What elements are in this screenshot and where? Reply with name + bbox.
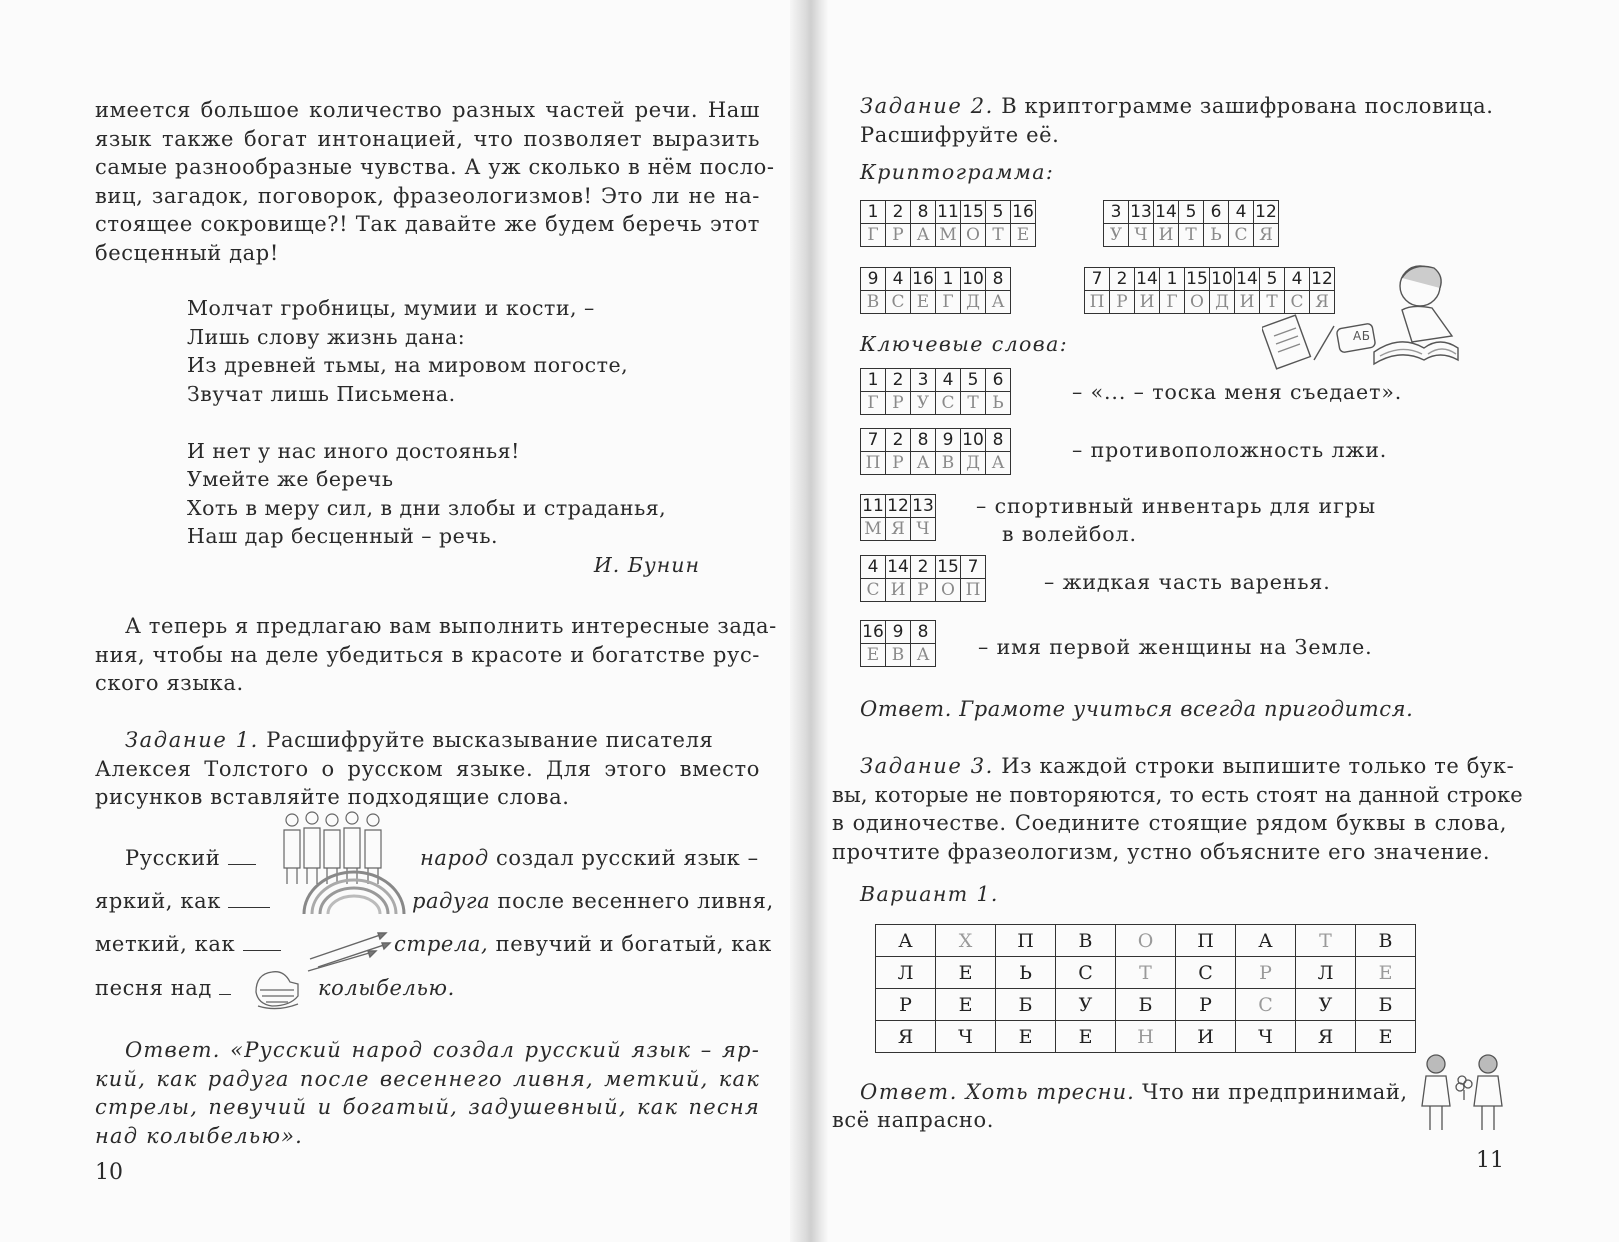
cipher-number-cell: 8 xyxy=(986,268,1011,291)
cipher-number-cell: 12 xyxy=(1255,202,1277,222)
rebus-line-1a xyxy=(125,846,256,870)
cipher-number-cell: 14 xyxy=(1236,269,1258,289)
cryptogram-word-2 xyxy=(1103,200,1279,247)
task1-paragraph xyxy=(95,726,760,812)
rebus-text: Русский xyxy=(125,846,221,870)
task2-answer: Ответ. Грамоте учиться всегда пригодится. xyxy=(860,697,1414,721)
cipher-number-cell: 6 xyxy=(1204,201,1229,224)
poem-line: Звучат лишь Письмена. xyxy=(187,381,456,406)
answer-line: над колыбелью». xyxy=(95,1123,304,1148)
cipher-number-cell: 12 xyxy=(887,496,909,516)
cipher-letter-cell: А xyxy=(911,224,936,247)
letter-cell: Я xyxy=(1296,1021,1356,1053)
keyword-grid-4 xyxy=(860,555,986,602)
cipher-letter-cell: С xyxy=(1285,291,1310,314)
poem-line: Хоть в меру сил, в дни злобы и страданья, xyxy=(187,495,667,520)
cipher-number-cell: 14 xyxy=(887,557,909,577)
letter-cell: Б xyxy=(1116,989,1176,1021)
task3-paragraph xyxy=(832,752,1523,866)
girls-illustration xyxy=(1414,1052,1510,1134)
letter-cell: С xyxy=(1236,989,1296,1021)
rebus-blank xyxy=(243,950,281,951)
intro-paragraph xyxy=(95,96,775,267)
intro-line: язык также богат интонацией, что позволяет выразить xyxy=(95,126,760,151)
offer-line: А теперь я предлагаю вам выполнить интересные зада- xyxy=(125,614,777,638)
task1-line: рисунков вставляйте подходящие слова. xyxy=(95,785,570,809)
poem-author: И. Бунин xyxy=(593,553,700,577)
cipher-number-cell: 5 xyxy=(1260,268,1285,291)
cipher-number-cell: 13 xyxy=(912,496,934,516)
cipher-letter-cell: Р xyxy=(886,452,911,475)
letter-cell: Б xyxy=(1356,989,1416,1021)
cipher-letter-cell: Е xyxy=(911,291,936,314)
task3-line: Из каждой строки выпишите только те бук- xyxy=(993,754,1515,778)
cipher-number-cell: 8 xyxy=(986,429,1011,452)
cipher-letter-cell: И xyxy=(886,579,911,602)
rebus-word: колыбелью. xyxy=(318,976,455,1000)
cipher-number-cell: 2 xyxy=(1110,268,1135,291)
letter-cell: Л xyxy=(876,957,936,989)
letter-cell: Е xyxy=(936,989,996,1021)
offer-line: ния, чтобы на деле убедиться в красоте и богатстве рус- xyxy=(95,642,760,667)
keyword-desc-3 xyxy=(976,492,1376,548)
poem xyxy=(187,294,666,551)
cipher-number-cell: 8 xyxy=(911,201,936,224)
task3-label: Задание 3. xyxy=(860,754,994,778)
cipher-letter-cell: П xyxy=(1085,291,1110,314)
poem-line xyxy=(187,408,666,437)
rebus-line-2a xyxy=(95,889,270,913)
task3-answer-line2: всё напрасно. xyxy=(832,1108,995,1132)
ab-badge-text: АБ xyxy=(1353,329,1371,343)
cipher-letter-cell: В xyxy=(936,452,961,475)
cipher-letter-cell: Е xyxy=(1011,224,1036,247)
cipher-number-cell: 8 xyxy=(911,429,936,452)
task3-answer-text: Что ни предпринимай, xyxy=(1134,1080,1408,1104)
task1-line: Алексея Толстого о русском языке. Для этого вместо xyxy=(95,756,760,781)
variant-label: Вариант 1. xyxy=(860,882,999,906)
letter-cell: Р xyxy=(1236,957,1296,989)
cipher-letter-cell: С xyxy=(936,392,961,415)
cipher-letter-cell: Г xyxy=(861,392,886,415)
poem-line: Лишь слову жизнь дана: xyxy=(187,324,466,349)
boy-reading-illustration xyxy=(1262,256,1462,374)
cipher-number-cell: 1 xyxy=(936,268,961,291)
rebus-text: меткий, как xyxy=(95,932,236,956)
intro-line: бесценный дар! xyxy=(95,240,279,265)
cipher-number-cell: 15 xyxy=(937,557,959,577)
cipher-letter-cell: Я xyxy=(1254,224,1279,247)
letter-cell: П xyxy=(996,925,1056,957)
cryptogram-word-3 xyxy=(860,267,1011,314)
keyword-grid-2 xyxy=(860,428,1011,475)
cipher-number-cell: 1 xyxy=(861,369,886,392)
rebus-blank xyxy=(219,994,231,995)
cipher-letter-cell: Р xyxy=(886,224,911,247)
task3-line: прочтите фразеологизм, устно объясните его значение. xyxy=(832,839,1491,864)
cipher-number-cell: 1 xyxy=(861,201,886,224)
rebus-text: после весеннего ливня, xyxy=(497,889,774,913)
offer-line: ского языка. xyxy=(95,671,244,695)
rebus-line-1b xyxy=(420,846,759,870)
task2-label: Задание 2. xyxy=(860,94,994,118)
keyword-desc-line: – спортивный инвентарь для игры xyxy=(976,494,1376,518)
rebus-line-3b xyxy=(394,932,772,956)
cipher-number-cell: 5 xyxy=(986,201,1011,224)
letter-table-row xyxy=(876,925,1416,957)
letter-cell: Ч xyxy=(1236,1021,1296,1053)
rebus-line-2b xyxy=(412,889,774,913)
cipher-number-cell: 4 xyxy=(861,556,886,579)
cipher-number-cell: 8 xyxy=(911,621,936,644)
cipher-letter-cell: М xyxy=(861,518,886,541)
task3-answer-idiom: Хоть тресни. xyxy=(957,1080,1135,1104)
cipher-number-cell: 6 xyxy=(986,369,1011,392)
rebus-word: радуга xyxy=(412,889,491,913)
cipher-number-cell: 4 xyxy=(936,369,961,392)
keyword-desc-1 xyxy=(1072,378,1402,406)
letter-cell: Л xyxy=(1296,957,1356,989)
cipher-number-cell: 11 xyxy=(862,496,884,516)
rainbow-illustration xyxy=(298,866,410,916)
letter-cell: Ч xyxy=(936,1021,996,1053)
cipher-letter-cell: У xyxy=(1104,224,1129,247)
cipher-number-cell: 15 xyxy=(1186,269,1208,289)
cipher-number-cell: 7 xyxy=(961,556,986,579)
rebus-line-3a xyxy=(95,932,281,956)
cipher-letter-cell: О xyxy=(1185,291,1210,314)
keyword-desc-line: – жидкая часть варенья. xyxy=(1044,570,1331,594)
cipher-number-cell: 4 xyxy=(886,268,911,291)
letter-cell: В xyxy=(1056,925,1116,957)
cipher-number-cell: 10 xyxy=(962,430,984,450)
answer-line: «Русский народ создал русский язык – яр- xyxy=(230,1038,760,1062)
keyword-desc-line: – противоположность лжи. xyxy=(1072,438,1388,462)
cipher-letter-cell: Р xyxy=(911,579,936,602)
keyword-desc-line: в волейбол. xyxy=(1002,522,1137,546)
intro-line: виц, загадок, поговорок, фразеологизмов! Это ли не на- xyxy=(95,183,760,208)
keywords-label: Ключевые слова: xyxy=(860,332,1069,356)
answer-line: кий, как радуга после весеннего ливня, меткий, как xyxy=(95,1066,760,1091)
cipher-number-cell: 9 xyxy=(886,621,911,644)
cipher-number-cell: 10 xyxy=(962,269,984,289)
cipher-letter-cell: С xyxy=(1229,224,1254,247)
rebus-word: стрела, xyxy=(394,932,489,956)
page-number-right: 11 xyxy=(1476,1148,1504,1173)
cipher-letter-cell: О xyxy=(961,224,986,247)
task2-paragraph xyxy=(860,92,1520,149)
letter-cell: Н xyxy=(1116,1021,1176,1053)
cipher-letter-cell: Д xyxy=(1210,291,1235,314)
cipher-number-cell: 2 xyxy=(886,429,911,452)
rebus-word: народ xyxy=(420,846,489,870)
cipher-letter-cell: Е xyxy=(861,644,886,667)
cipher-number-cell: 16 xyxy=(862,622,884,642)
cipher-letter-cell: Д xyxy=(961,452,986,475)
cipher-letter-cell: Т xyxy=(961,392,986,415)
letter-cell: С xyxy=(1176,957,1236,989)
cipher-number-cell: 2 xyxy=(886,369,911,392)
boy-reading-icon xyxy=(1262,256,1462,374)
cradle-illustration xyxy=(250,962,305,1010)
letter-cell: Р xyxy=(1176,989,1236,1021)
cipher-number-cell: 4 xyxy=(1229,201,1254,224)
task3-line: в одиночестве. Соедините стоящие рядом буквы в слова, xyxy=(832,811,1507,835)
cipher-letter-cell: А xyxy=(986,452,1011,475)
cipher-letter-cell: И xyxy=(1154,224,1179,247)
cipher-number-cell: 9 xyxy=(936,429,961,452)
cipher-letter-cell: И xyxy=(1235,291,1260,314)
cipher-number-cell: 4 xyxy=(1285,268,1310,291)
cipher-number-cell: 3 xyxy=(1104,201,1129,224)
girls-icon xyxy=(1414,1052,1510,1134)
task3-answer-label: Ответ. xyxy=(860,1080,958,1104)
cipher-letter-cell: А xyxy=(911,452,936,475)
keyword-grid-5 xyxy=(860,620,936,667)
cipher-letter-cell: Т xyxy=(1179,224,1204,247)
keyword-desc-2 xyxy=(1072,436,1387,464)
rebus-line-4b xyxy=(318,976,455,1000)
letter-table-row xyxy=(876,957,1416,989)
cipher-letter-cell: П xyxy=(861,452,886,475)
letter-cell: А xyxy=(1236,925,1296,957)
cipher-number-cell: 2 xyxy=(911,556,936,579)
letter-cell: Е xyxy=(1356,957,1416,989)
answer-line: стрелы, певучий и богатый, задушевный, как песня xyxy=(95,1095,760,1119)
cipher-letter-cell: У xyxy=(911,392,936,415)
cipher-letter-cell: Г xyxy=(936,291,961,314)
cipher-number-cell: 5 xyxy=(961,369,986,392)
arrows-icon xyxy=(300,925,395,975)
cipher-letter-cell: С xyxy=(886,291,911,314)
letter-cell: Е xyxy=(996,1021,1056,1053)
letter-cell: У xyxy=(1296,989,1356,1021)
letter-cell: О xyxy=(1116,925,1176,957)
cipher-letter-cell: П xyxy=(961,579,986,602)
cipher-letter-cell: С xyxy=(861,579,886,602)
cipher-letter-cell: А xyxy=(911,644,936,667)
cipher-letter-cell: Т xyxy=(986,224,1011,247)
intro-line: стоящее сокровище?! Так давайте же будем беречь этот xyxy=(95,212,760,236)
letter-table-row xyxy=(876,1021,1416,1053)
left-page xyxy=(0,0,800,1242)
letter-cell: Б xyxy=(996,989,1056,1021)
cipher-number-cell: 11 xyxy=(937,202,959,222)
offer-paragraph xyxy=(95,612,777,698)
letter-cell: А xyxy=(876,925,936,957)
poem-line: Из древней тьмы, на мировом погосте, xyxy=(187,353,629,377)
cipher-number-cell: 12 xyxy=(1311,269,1333,289)
cipher-number-cell: 16 xyxy=(912,269,934,289)
cipher-letter-cell: Ь xyxy=(1204,224,1229,247)
cipher-letter-cell: Г xyxy=(861,224,886,247)
cipher-letter-cell: Я xyxy=(886,518,911,541)
task1-label: Задание 1. xyxy=(125,728,259,752)
letter-cell: Х xyxy=(936,925,996,957)
letter-cell: Е xyxy=(936,957,996,989)
rebus-line-4a xyxy=(95,976,231,1000)
letter-cell: Ь xyxy=(996,957,1056,989)
letter-table-row xyxy=(876,989,1416,1021)
cipher-letter-cell: Ь xyxy=(986,392,1011,415)
cipher-number-cell: 2 xyxy=(886,201,911,224)
cipher-letter-cell: Р xyxy=(886,392,911,415)
cipher-letter-cell: В xyxy=(886,644,911,667)
task3-line: вы, которые не повторяются, то есть стоят на данной строке xyxy=(832,782,1523,807)
cipher-number-cell: 16 xyxy=(1012,202,1034,222)
letter-cell: Е xyxy=(1056,1021,1116,1053)
intro-line: самые разнообразные чувства. А уж сколько в нём посло- xyxy=(95,155,775,179)
cipher-number-cell: 3 xyxy=(911,369,936,392)
cipher-letter-cell: А xyxy=(986,291,1011,314)
rebus-text: яркий, как xyxy=(95,889,221,913)
letter-cell: В xyxy=(1356,925,1416,957)
cipher-number-cell: 13 xyxy=(1130,202,1152,222)
cipher-number-cell: 10 xyxy=(1211,269,1233,289)
cryptogram-word-1 xyxy=(860,200,1036,247)
poem-line: Молчат гробницы, мумии и кости, – xyxy=(187,296,595,320)
rebus-blank xyxy=(228,907,270,908)
cipher-number-cell: 14 xyxy=(1136,269,1158,289)
arrows-illustration xyxy=(300,925,395,975)
cipher-letter-cell: И xyxy=(1135,291,1160,314)
answer-label: Ответ. xyxy=(125,1038,221,1062)
letter-cell: С xyxy=(1056,957,1116,989)
task1-answer xyxy=(95,1036,760,1150)
cryptogram-label: Криптограмма: xyxy=(860,160,1055,184)
keyword-desc-line: – «... – тоска меня съедает». xyxy=(1072,380,1403,404)
task2-text: Расшифруйте её. xyxy=(860,122,1060,147)
keyword-desc-5 xyxy=(978,633,1373,661)
letter-cell: Т xyxy=(1116,957,1176,989)
cipher-number-cell: 5 xyxy=(1179,201,1204,224)
page-number-left: 10 xyxy=(95,1160,123,1185)
keyword-desc-4 xyxy=(1044,568,1331,596)
rebus-text: создал русский язык – xyxy=(496,846,759,870)
keyword-grid-3 xyxy=(860,494,936,541)
cipher-letter-cell: Ч xyxy=(1129,224,1154,247)
cipher-letter-cell: Г xyxy=(1160,291,1185,314)
rebus-text: песня над xyxy=(95,976,212,1000)
rebus-blank xyxy=(228,864,256,865)
cipher-number-cell: 1 xyxy=(1160,268,1185,291)
cipher-number-cell: 7 xyxy=(861,429,886,452)
cradle-icon xyxy=(250,962,305,1010)
keyword-desc-line: – имя первой женщины на Земле. xyxy=(978,635,1373,659)
cipher-letter-cell: М xyxy=(936,224,961,247)
letter-cell: И xyxy=(1176,1021,1236,1053)
cipher-letter-cell: Т xyxy=(1260,291,1285,314)
cipher-number-cell: 9 xyxy=(861,268,886,291)
cipher-letter-cell: Ч xyxy=(911,518,936,541)
poem-line: Наш дар бесценный – речь. xyxy=(187,524,499,548)
cipher-number-cell: 14 xyxy=(1155,202,1177,222)
intro-line: имеется большое количество разных частей речи. Наш xyxy=(95,98,760,122)
rebus-text: певучий и богатый, как xyxy=(495,932,772,956)
letter-cell: Р xyxy=(876,989,936,1021)
cipher-letter-cell: В xyxy=(861,291,886,314)
letter-cell: П xyxy=(1176,925,1236,957)
task1-line: Расшифруйте высказывание писателя xyxy=(258,728,714,752)
letter-cell: Я xyxy=(876,1021,936,1053)
cipher-letter-cell: Д xyxy=(961,291,986,314)
keyword-grid-1 xyxy=(860,368,1011,415)
cipher-number-cell: 7 xyxy=(1085,268,1110,291)
poem-line: И нет у нас иного достоянья! xyxy=(187,438,520,463)
letter-cell: Т xyxy=(1296,925,1356,957)
letter-table xyxy=(875,924,1416,1053)
letter-cell: У xyxy=(1056,989,1116,1021)
task3-answer-line1 xyxy=(860,1080,1408,1104)
letter-cell: Е xyxy=(1356,1021,1416,1053)
cipher-letter-cell: О xyxy=(936,579,961,602)
rainbow-icon xyxy=(298,866,410,916)
cipher-letter-cell: Я xyxy=(1310,291,1335,314)
cipher-number-cell: 15 xyxy=(962,202,984,222)
cipher-letter-cell: Р xyxy=(1110,291,1135,314)
poem-line: Умейте же беречь xyxy=(187,467,394,491)
task2-text: В криптограмме зашифрована пословица. xyxy=(993,94,1494,118)
